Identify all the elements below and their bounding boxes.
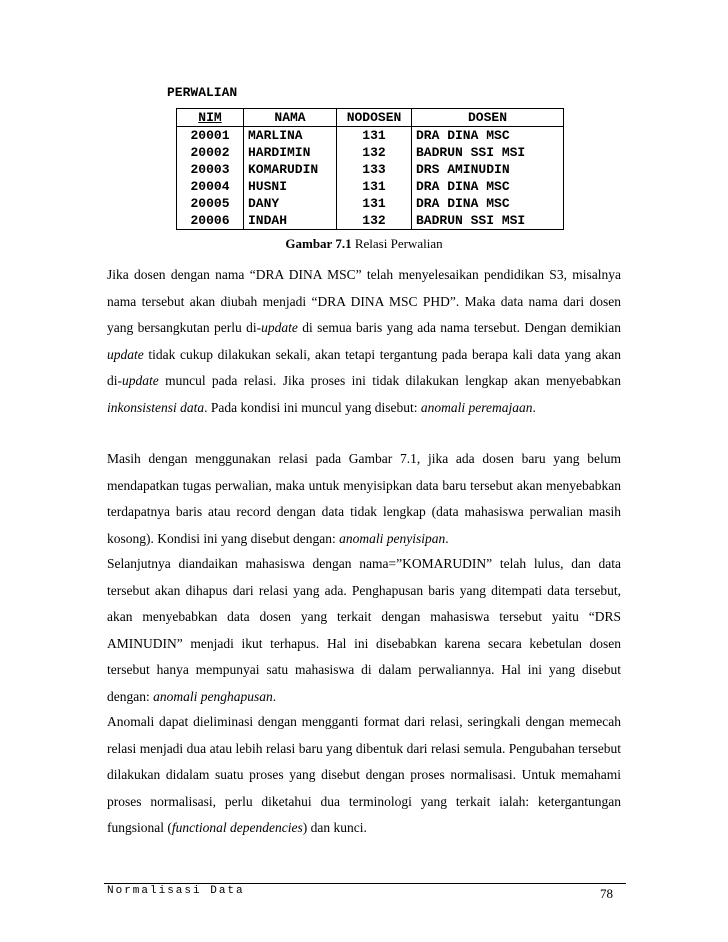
paragraph-normalisasi — [107, 709, 621, 842]
cell-nama: HUSNI — [244, 178, 337, 195]
cell-dosen: DRA DINA MSC — [412, 178, 564, 195]
paragraph-text: . — [272, 688, 277, 704]
table-row — [177, 161, 564, 178]
paragraph-anomali-peremajaan — [107, 262, 621, 421]
cell-nodosen: 131 — [337, 127, 412, 145]
table-title: PERWALIAN — [167, 85, 238, 100]
paragraph-text: muncul pada relasi. Jika proses ini tidak dilakukan lengkap akan menyebabkan — [158, 373, 621, 388]
paragraph-text: tidak cukup dilakukan sekali, akan tetapi tergantung pada berapa kali data yang akan di- — [107, 346, 621, 388]
header-nim: NIM — [177, 109, 244, 127]
cell-nim: 20005 — [177, 195, 244, 212]
cell-nodosen: 132 — [337, 144, 412, 161]
cell-dosen: BADRUN SSI MSI — [412, 144, 564, 161]
cell-nama: KOMARUDIN — [244, 161, 337, 178]
paragraph-text: Masih dengan menggunakan relasi pada Gambar 7.1, jika ada dosen baru yang belum mendapatkan tugas perwalian, maka untuk menyisipkan data baru tersebut akan menyebabkan terdapatnya baris atau record dengan data tidak lengkap (data mahasiswa perwalian masih kosong). Kondisi ini yang disebut dengan: — [107, 451, 621, 546]
page-number: 78 — [600, 886, 613, 901]
figure-caption — [0, 236, 728, 252]
cell-nim: 20002 — [177, 144, 244, 161]
cell-nim: 20003 — [177, 161, 244, 178]
italic-term: functional dependencies — [171, 820, 303, 835]
paragraph-anomali-penghapusan — [107, 551, 621, 710]
table-row — [177, 195, 564, 212]
table-row — [177, 212, 564, 230]
table-header-row — [177, 109, 564, 127]
italic-term: inkonsistensi data — [107, 399, 205, 415]
cell-nama: DANY — [244, 195, 337, 212]
italic-term: update — [261, 320, 298, 335]
footer-divider — [104, 883, 626, 884]
footer-title: Normalisasi Data — [107, 885, 245, 897]
italic-term: anomali penghapusan — [153, 688, 273, 704]
table-row — [177, 144, 564, 161]
paragraph-text: . Pada kondisi ini muncul yang disebut: — [204, 399, 421, 415]
cell-nodosen: 133 — [337, 161, 412, 178]
paragraph-text: Anomali dapat dieliminasi dengan mengganti format dari relasi, seringkali dengan memecah relasi menjadi dua atau lebih relasi baru yang dibentuk dari relasi semula. Pengubahan tersebut dilakukan didalam suatu proses yang disebut dengan proses normalisasi. Untuk memahami proses normalisasi, perlu diketahui dua terminologi yang terkait ialah: ketergantungan fungsional ( — [107, 714, 621, 835]
cell-dosen: DRS AMINUDIN — [412, 161, 564, 178]
header-dosen: DOSEN — [412, 109, 564, 127]
paragraph-text: Selanjutnya diandaikan mahasiswa dengan nama=”KOMARUDIN” telah lulus, dan data tersebut akan dihapus dari relasi yang ada. Penghapusan baris yang ditempati data tersebut, akan menyebabkan data dosen yang terkait dengan mahasiswa tersebut yaitu “DRS AMINUDIN” menjadi ikut terhapus. Hal ini disebabkan karena secara kebetulan dosen tersebut hanya mempunyai satu mahasiswa di dalam perwaliannya. Hal ini yang disebut dengan: — [107, 556, 621, 704]
paragraph-text: . — [445, 530, 449, 546]
cell-dosen: DRA DINA MSC — [412, 195, 564, 212]
paragraph-text: ) dan kunci. — [302, 820, 367, 835]
table-row — [177, 127, 564, 145]
italic-term: update — [107, 346, 144, 362]
caption-text: Relasi Perwalian — [351, 236, 443, 251]
paragraph-text: di semua baris yang ada nama tersebut. Dengan demikian — [297, 320, 622, 335]
cell-dosen: DRA DINA MSC — [412, 127, 564, 145]
cell-nodosen: 131 — [337, 178, 412, 195]
header-nodosen: NODOSEN — [337, 109, 412, 127]
cell-nama: HARDIMIN — [244, 144, 337, 161]
italic-term: anomali penyisipan — [339, 530, 446, 546]
paragraph-text: Jika dosen dengan nama “DRA DINA MSC” telah menyelesaikan pendidikan S3, misalnya nama tersebut akan diubah menjadi “DRA DINA MSC PHD”. Maka data nama dari dosen yang bersangkutan perlu di- — [107, 267, 621, 335]
italic-term: anomali peremajaan — [420, 399, 533, 415]
cell-nodosen: 132 — [337, 212, 412, 230]
italic-term: update — [122, 373, 159, 388]
paragraph-text: . — [532, 399, 536, 415]
cell-dosen: BADRUN SSI MSI — [412, 212, 564, 230]
paragraph-anomali-penyisipan — [107, 446, 621, 552]
caption-label: Gambar 7.1 — [285, 236, 352, 251]
cell-nim: 20001 — [177, 127, 244, 145]
cell-nama: INDAH — [244, 212, 337, 230]
cell-nama: MARLINA — [244, 127, 337, 145]
table-row — [177, 178, 564, 195]
perwalian-table — [176, 108, 564, 230]
cell-nim: 20006 — [177, 212, 244, 230]
header-nama: NAMA — [244, 109, 337, 127]
cell-nodosen: 131 — [337, 195, 412, 212]
cell-nim: 20004 — [177, 178, 244, 195]
